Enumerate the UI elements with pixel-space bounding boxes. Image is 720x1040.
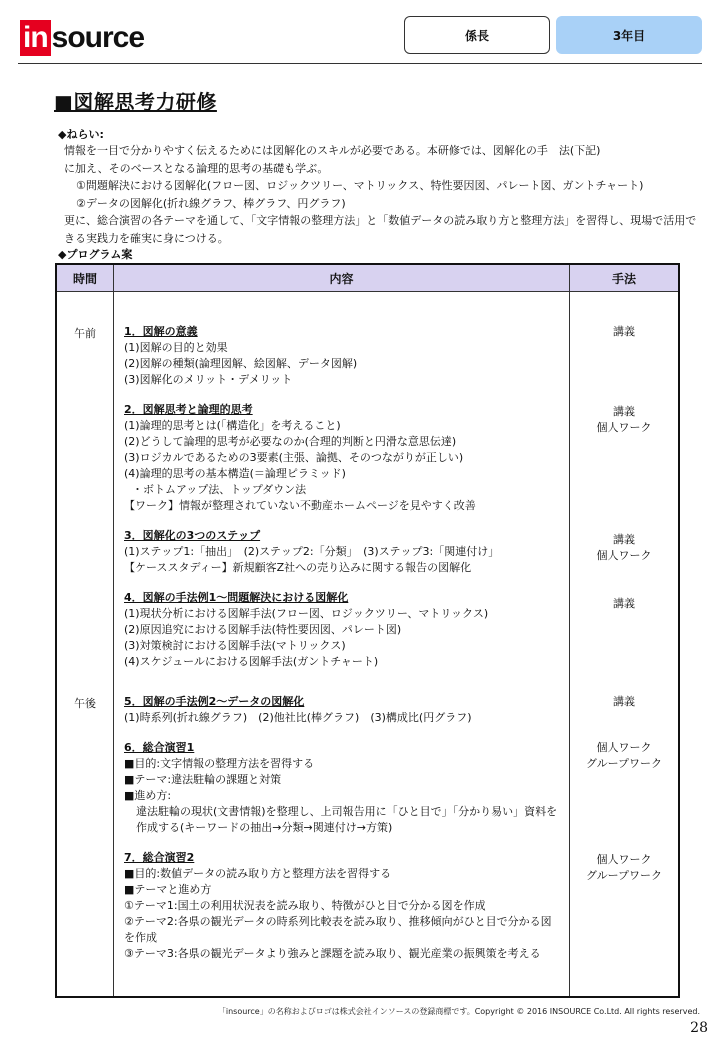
section-title: 1．図解の意義 [124,325,198,338]
section-line: (2)どうして論理的思考が必要なのか(合理的判断と円滑な意思伝達) [124,435,457,448]
program-heading: ◆プログラム案 [58,248,133,261]
aims-text [64,142,704,247]
method-label: 講義 [613,597,635,610]
section-line: (1)論理的思考とは(「構造化」を考えること) [124,419,341,432]
section-line: ■テーマ:違法駐輪の課題と対策 [124,773,282,786]
table-row [56,292,679,998]
section-line: ■目的:文字情報の整理方法を習得する [124,757,315,770]
section-line: ■テーマと進め方 [124,883,212,896]
method-section-3 [570,532,678,564]
aims-line: 情報を一目で分かりやすく伝えるためには図解化のスキルが必要である。本研修では、図解化の手 法(下記) [64,144,601,157]
time-afternoon: 午後 [74,697,96,710]
section-title: 5．図解の手法例2～データの図解化 [124,695,305,708]
method-label: グループワーク [585,757,663,770]
section-line: ①テーマ1:国土の利用状況表を読み取り、特徴がひと目で分かる図を作成 [124,899,486,912]
section-title: 2．図解思考と論理的思考 [124,403,253,416]
section-line: (1)時系列(折れ線グラフ) (2)他社比(棒グラフ) (3)構成比(円グラフ) [124,711,472,724]
method-section-1 [570,324,678,340]
section-line: ・ボトムアップ法、トップダウン法 [132,483,307,496]
column-header-method: 手法 [570,264,680,292]
section-line: (3)対策検討における図解手法(マトリックス) [124,639,346,652]
section-line: (4)論理的思考の基本構造(＝論理ピラミッド) [124,467,346,480]
section-title: 6．総合演習1 [124,741,195,754]
section-line: (2)図解の種類(論理図解、絵図解、データ図解) [124,357,358,370]
section-5 [124,694,561,726]
section-line: (1)ステップ1:「抽出」 (2)ステップ2:「分類」 (3)ステップ3:「関連付け」 [124,545,500,558]
header-divider [18,63,702,64]
section-line: (4)スケジュールにおける図解手法(ガントチャート) [124,655,379,668]
time-morning: 午前 [74,327,96,340]
section-2 [124,402,561,514]
program-table [55,263,680,998]
section-line: 【ケーススタディー】新規顧客Z社への売り込みに関する報告の図解化 [124,561,472,574]
section-line: (3)ロジカルであるための3要素(主張、論拠、そのつながりが正しい) [124,451,464,464]
section-7 [124,850,561,962]
aims-line: 更に、総合演習の各テーマを通して、「文字情報の整理方法」と「数値データの読み取り方と整理方法」を習得し、現場で活用できる実践力を確実に身につける。 [64,214,697,245]
insource-logo [20,20,144,56]
aims-line: に加え、そのベースとなる論理的思考の基礎も学ぶ。 [64,161,329,175]
section-line: (3)図解化のメリット・デメリット [124,373,293,386]
time-cell [56,292,114,998]
logo-in-mark: in [20,20,51,56]
column-header-content: 内容 [114,264,570,292]
page-number: 28 [690,1020,708,1036]
method-label: 個人ワーク [596,741,652,754]
aims-line: ①問題解決における図解化(フロー図、ロジックツリー、マトリックス、特性要因図、パレート図、ガントチャート) [76,179,644,192]
section-title: 7．総合演習2 [124,851,195,864]
page-title: ■図解思考力研修 [54,90,217,114]
column-header-time: 時間 [56,264,114,292]
section-title: 3．図解化の3つのステップ [124,529,261,542]
section-line: (2)原因追究における図解手法(特性要因図、パレート図) [124,623,402,636]
logo-wordmark: source [51,21,145,54]
section-line: 違法駐輪の現状(文書情報)を整理し、上司報告用に「ひと目で」「分かり易い」資料を作成する(キーワードの抽出→分類→関連付け→方策) [136,805,558,834]
section-4 [124,590,561,670]
section-title: 4．図解の手法例1～問題解決における図解化 [124,591,349,604]
method-label: 講義 [613,405,635,418]
copyright-notice: 「insource」の名称およびロゴは株式会社インソースの登録商標です。Copyright © 2016 INSOURCE Co.Ltd. All rights reserved. [217,1007,700,1016]
section-6 [124,740,561,836]
method-section-4 [570,596,678,612]
method-label: 個人ワーク [596,853,652,866]
method-label: 講義 [613,325,635,338]
section-line: ■進め方: [124,789,172,802]
method-section-6 [570,740,678,772]
section-line: ②テーマ2:各県の観光データの時系列比較表を読み取り、推移傾向がひと目で分かる図を作成 [124,915,552,944]
table-header-row [56,264,679,292]
section-line: ③テーマ3:各県の観光データより強みと課題を読み取り、観光産業の振興策を考える [124,947,541,960]
method-label: 講義 [613,533,635,546]
method-cell [570,292,680,998]
method-section-5 [570,694,678,710]
method-label: 個人ワーク [596,549,652,562]
method-label: グループワーク [585,869,663,882]
content-cell [114,292,570,998]
method-label: 講義 [613,695,635,708]
year-tab[interactable]: 3年目 [556,16,702,54]
aims-line: ②データの図解化(折れ線グラフ、棒グラフ、円グラフ) [76,196,346,210]
section-line: (1)図解の目的と効果 [124,341,228,354]
aims-heading: ◆ねらい: [58,128,104,141]
method-section-2 [570,404,678,436]
section-line: 【ワーク】情報が整理されていない不動産ホームページを見やすく改善 [124,499,476,512]
section-1 [124,324,561,388]
role-tab[interactable]: 係長 [404,16,550,54]
method-section-7 [570,852,678,884]
section-line: ■目的:数値データの読み取り方と整理方法を習得する [124,867,392,880]
section-3 [124,528,561,576]
method-label: 個人ワーク [596,421,652,434]
section-line: (1)現状分析における図解手法(フロー図、ロジックツリー、マトリックス) [124,607,489,620]
